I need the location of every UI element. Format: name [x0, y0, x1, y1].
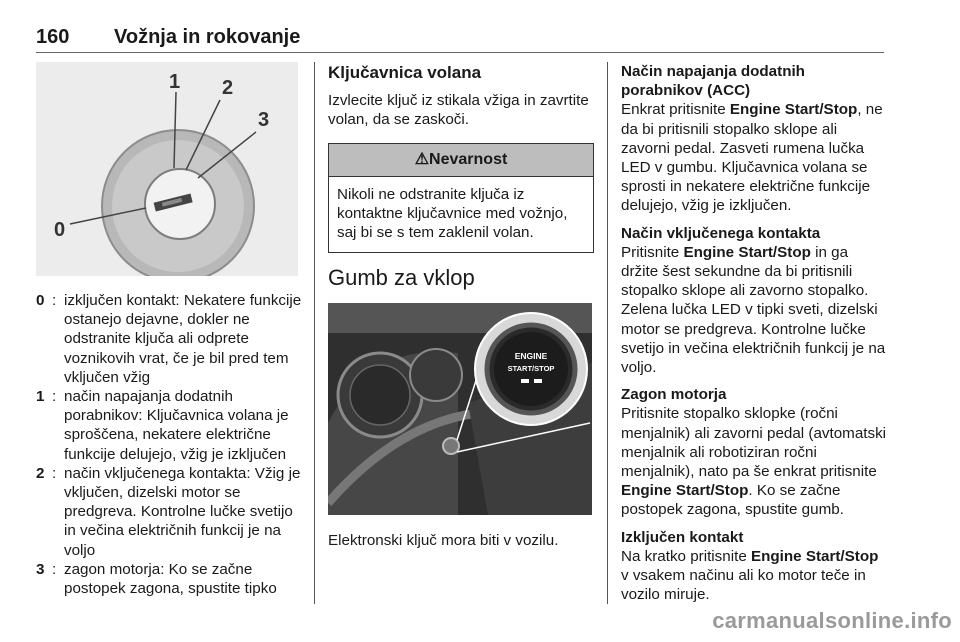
section-heading: Izključen kontakt	[621, 528, 744, 546]
section-heading: Zagon motorja	[621, 386, 727, 404]
warning-header	[329, 144, 593, 176]
legend-key: 1	[36, 388, 45, 406]
section-heading: Način napajanja dodatnih porabnikov (ACC)	[621, 63, 805, 100]
warning-triangle-icon: ⚠	[414, 151, 430, 169]
steering-lock-heading: Ključavnica volana	[328, 63, 482, 82]
legend-item	[36, 387, 302, 464]
legend-text: način napajanja dodatnih porabnikov: Ključavnica volana je sproščena, nekatere električne funkcije delujejo, vžig je izključen	[64, 388, 289, 463]
legend-key: 2	[36, 464, 45, 482]
electronic-key-caption: Elektronski ključ mora biti v vozilu.	[328, 532, 559, 550]
ignition-switch-icon	[36, 62, 298, 276]
column-left	[36, 62, 302, 598]
legend-separator: :	[52, 292, 57, 309]
power-button-heading: Gumb za vklop	[328, 265, 475, 291]
site-watermark: carmanualsonline.info	[712, 608, 952, 633]
column-right	[621, 62, 887, 612]
dashboard-photo-icon	[328, 303, 592, 515]
position-label-2: 2	[222, 77, 234, 99]
legend-text: izključen kontakt: Nekatere funkcije ostanejo dejavne, dokler ne odstranite ključa ali odprete voznikovih vrat, če je bil pred tem vključen vžig	[64, 292, 302, 386]
ignition-switch-illustration	[36, 62, 298, 276]
section-text: Pritisnite Engine Start/Stop in ga držite šest sekundne da bi pritisnili stopalko sklope ali zavorno stopalko. Zelena lučka LED v tipki sveti, dizelski motor se predgreva. Kontrolne lučke svetijo in večina električnih funkcij je na voljo.	[621, 243, 886, 377]
ignition-legend	[36, 291, 302, 598]
legend-item	[36, 291, 302, 387]
steering-lock-text: Izvlecite ključ iz stikala vžiga in zavrtite volan, da se zaskoči.	[328, 92, 589, 129]
column-middle	[328, 62, 594, 550]
start-stop-label: START/STOP	[507, 364, 555, 374]
position-label-1: 1	[169, 71, 181, 93]
legend-item	[36, 464, 302, 560]
legend-key: 3	[36, 560, 45, 578]
section-text: Pritisnite stopalko sklopke (ročni menjalnik) ali zavorni pedal (avtomatski menjalnik ali robotiziran ročni menjalnik), nato pa še enkrat pritisnite Engine Start/Stop. Ko se začne postopek zagona, spustite gumb.	[621, 405, 887, 519]
start-stop-button-illustration	[328, 303, 592, 515]
page-title: Vožnja in rokovanje	[114, 26, 301, 48]
page-number: 160	[36, 26, 70, 48]
position-label-3: 3	[258, 109, 270, 131]
acc-mode-section	[621, 62, 887, 216]
position-label-0: 0	[54, 219, 66, 241]
column-divider	[314, 62, 315, 604]
legend-key: 0	[36, 292, 45, 309]
warning-title: Nevarnost	[429, 151, 508, 169]
legend-separator: :	[52, 560, 57, 578]
danger-warning-box	[328, 143, 594, 253]
column-divider	[607, 62, 608, 604]
ignition-off-section	[621, 528, 887, 605]
section-heading: Način vključenega kontakta	[621, 224, 821, 242]
engine-start-section	[621, 385, 887, 519]
legend-text: način vključenega kontakta: Vžig je vključen, dizelski motor se predgreva. Kontrolne lučke svetijo in večina električnih funkcij je na voljo	[64, 464, 301, 559]
page-header	[36, 18, 884, 53]
engine-label: ENGINE	[514, 351, 548, 362]
ignition-on-section	[621, 224, 887, 378]
warning-text: Nikoli ne odstranite ključa iz kontaktne ključavnice med vožnjo, saj bi se s tem zaklenil volan.	[337, 185, 568, 242]
legend-separator: :	[52, 464, 57, 482]
section-text: Na kratko pritisnite Engine Start/Stop v vsakem načinu ali ko motor teče in vozilo miruje.	[621, 547, 879, 604]
legend-text: zagon motorja: Ko se začne postopek zagona, spustite tipko	[64, 560, 277, 598]
legend-item	[36, 560, 302, 598]
section-text: Enkrat pritisnite Engine Start/Stop, ne da bi pritisnili stopalko sklope ali zavorni pedal. Zasveti rumena lučka LED v gumbu. Ključavnica volana se sprosti in nekatere električne funkcije delujejo, vžig je izključen.	[621, 101, 883, 215]
legend-separator: :	[52, 388, 57, 406]
